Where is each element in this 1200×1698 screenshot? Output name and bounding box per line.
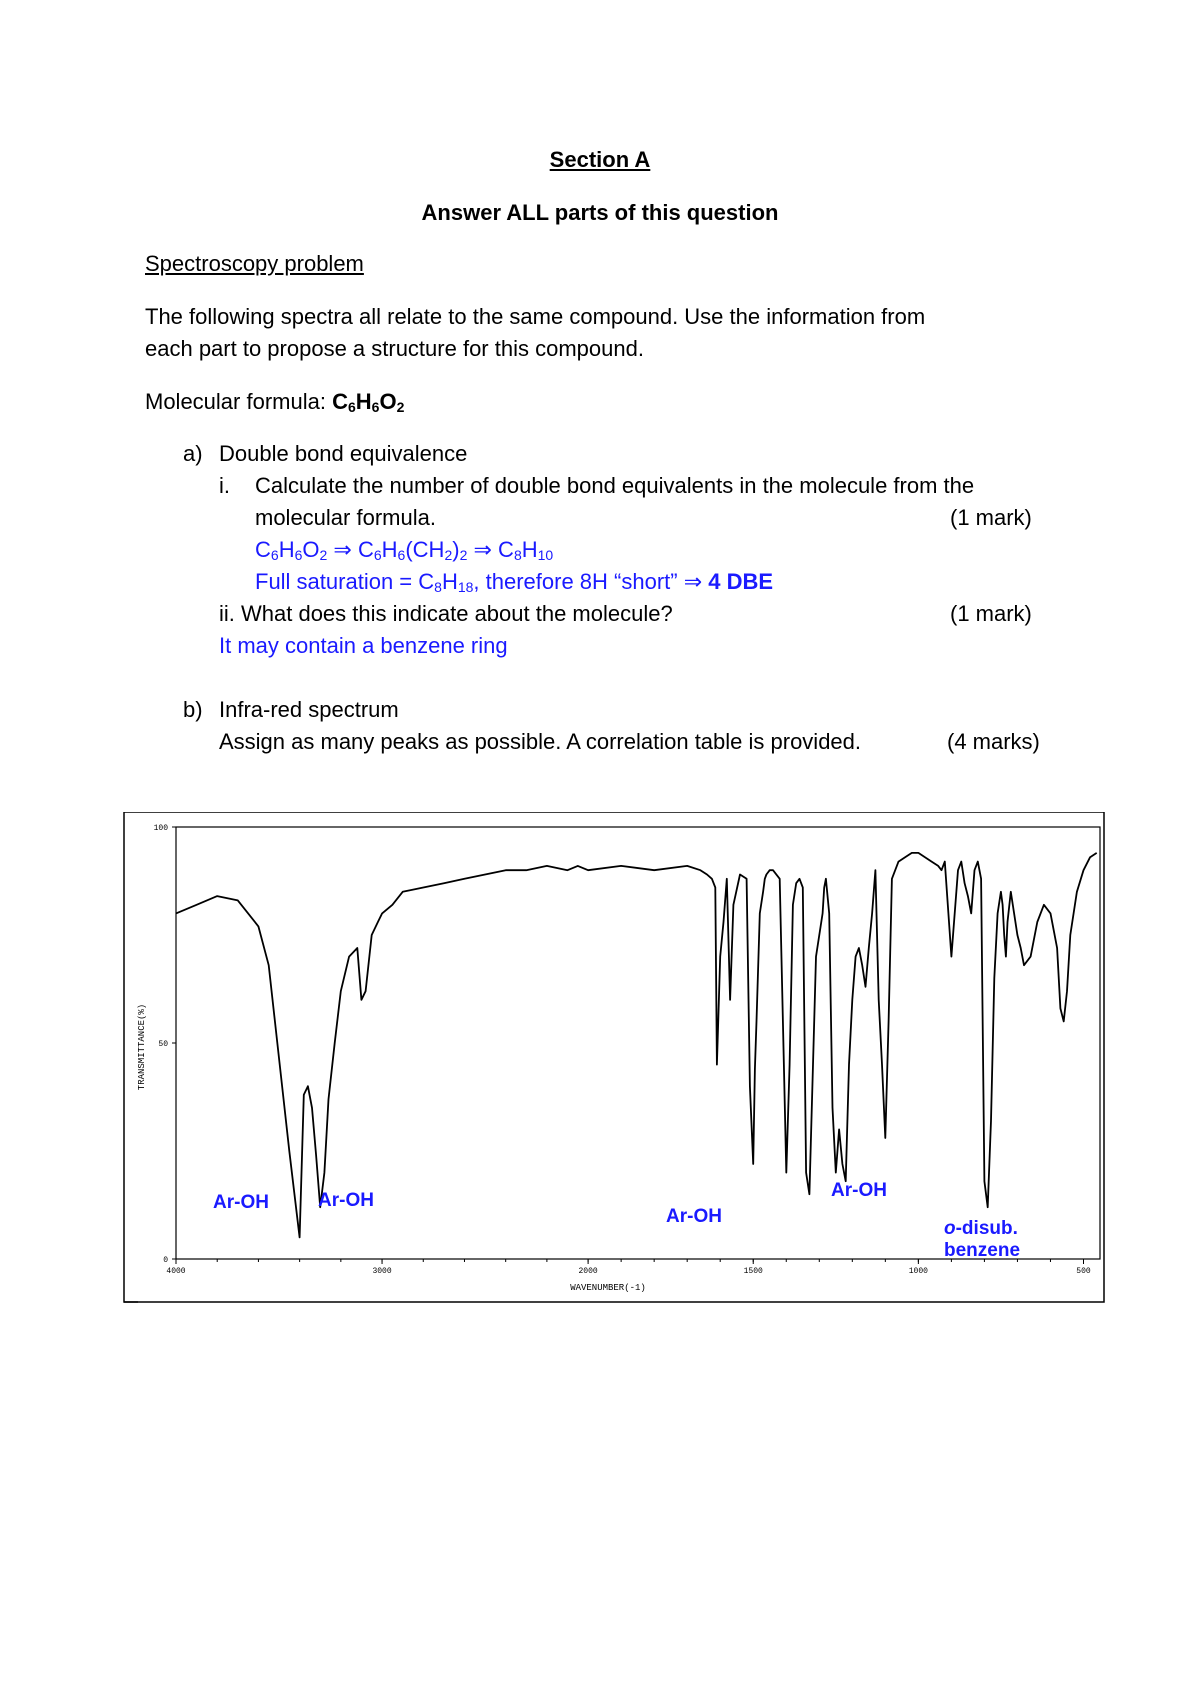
x-tick-label: 1500 [743,1267,763,1276]
intro-line-2: each part to propose a structure for this compound. [145,336,644,361]
x-tick-label: 4000 [166,1267,186,1276]
answer-full-saturation: Full saturation = $C_8H_{18}$, therefore 8H “short” ⇒ 4 DBE [255,569,774,595]
y-tick-label: 0 [163,1256,168,1265]
ir-spectrum-trace [176,853,1097,1238]
annotation-o-disub-benzene: o-disub. benzene [944,1218,1021,1261]
axis-ticks [154,824,1091,1276]
q2-text: ii. What does this indicate about the molecule? [219,601,673,626]
answer-benzene-ring: It may contain a benzene ring [219,633,508,658]
x-tick-label: 3000 [372,1267,392,1276]
q2-marks: (1 mark) [950,601,1032,626]
molecular-formula [145,389,404,415]
part-b-title: Infra-red spectrum [219,697,399,722]
x-tick-label: 1000 [908,1267,928,1276]
answer-dbe-calculation: $C_6H_6O_2$ ⇒ $C_6H_6(CH_2)_2$ ⇒ $C_8H_{10}$ [255,537,554,563]
intro-line-1: The following spectra all relate to the same compound. Use the information from [145,304,926,329]
part-a-title: Double bond equivalence [219,441,468,466]
annotation-ar-oh-3: Ar-OH [666,1206,722,1227]
part-b-marks: (4 marks) [947,729,1040,754]
q1-marker: i. [219,473,230,498]
mf-value: $C_6H_6O_2$ [332,389,405,415]
annotation-ar-oh-4: Ar-OH [831,1180,887,1201]
q1-line-2: molecular formula. [255,505,436,530]
annotation-ar-oh-1: Ar-OH [213,1192,269,1213]
y-tick-label: 100 [153,824,168,833]
section-title: Section A [549,147,651,172]
q1-line-1: Calculate the number of double bond equivalents in the molecule from the [255,473,975,498]
chart-plot-area [176,827,1100,1259]
mf-label: Molecular formula: [145,389,326,414]
x-tick-label: 2000 [578,1267,598,1276]
problem-heading: Spectroscopy problem [145,251,364,276]
y-axis-label: TRANSMITTANCE(%) [137,1003,147,1091]
y-tick-label: 50 [158,1040,168,1049]
part-b-instruction: Assign as many peaks as possible. A correlation table is provided. [219,729,862,754]
annotation-ar-oh-2: Ar-OH [318,1190,374,1211]
x-tick-label: 500 [1076,1267,1091,1276]
part-a-marker: a) [183,441,203,466]
q1-marks: (1 mark) [950,505,1032,530]
part-b-marker: b) [183,697,203,722]
instruction-heading: Answer ALL parts of this question [421,200,779,225]
x-axis-label: WAVENUMBER(-1) [570,1283,646,1293]
